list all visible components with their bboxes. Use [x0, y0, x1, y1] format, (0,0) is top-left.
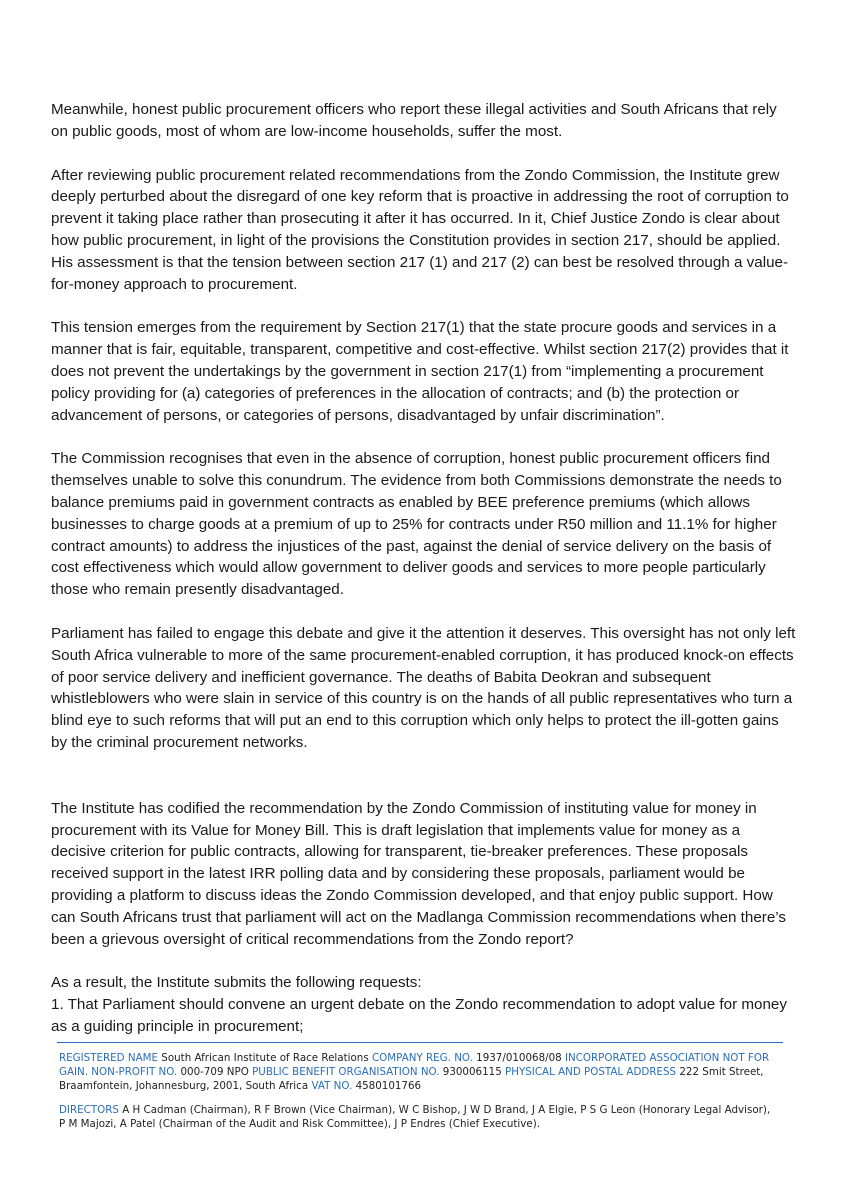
paragraph-spacer	[51, 426, 796, 448]
registered-name-label: REGISTERED NAME	[59, 1052, 159, 1064]
paragraph-commission-recognises: The Commission recognises that even in the absence of corruption, honest public procurement officers find themselves unable to solve this conundrum. The evidence from both Commissions demonstrate the needs to balance premiums paid in government contracts as enabled by BEE preference premiums (which allows businesses to charge goods at a premium of up to 25% for contracts under R50 million and 11.1% for higher contract amounts) to address the injustices of the past, against the denial of service delivery on the basis of cost effectiveness which would allow government to deliver goods and services to more people particularly those who remain presently disadvantaged.	[51, 450, 782, 599]
directors-list: A H Cadman (Chairman), R F Brown (Vice Chairman), W C Bishop, J W D Brand, J A Elgie, P S G Leon (Honorary Legal Advisor), P M Majozi, A Patel (Chairman of the Audit and Risk Committee), J P Endres (Chief Executive).	[59, 1104, 771, 1130]
registered-name: South African Institute of Race Relations	[161, 1052, 369, 1064]
paragraph-spacer	[51, 601, 796, 623]
paragraph-spacer-large	[51, 754, 796, 798]
company-reg-label: COMPANY REG. NO.	[371, 1052, 473, 1064]
paragraph-value-for-money-bill: The Institute has codified the recommendation by the Zondo Commission of instituting value for money in procurement with its Value for Money Bill. This is draft legislation that implements value for money as a decisive criterion for public contracts, allowing for transparent, tie-breaker preferences. These proposals received support in the latest IRR polling data and by considering these proposals, parliament would be providing a platform to discuss ideas the Zondo Commission developed, and that enjoy public support. How can South Africans trust that parliament will act on the Madlanga Commission recommendations when there’s been a grievous oversight of critical recommendations from the Zondo report?	[51, 799, 786, 948]
paragraph-requests-intro: As a result, the Institute submits the following requests:	[51, 974, 422, 992]
paragraph-request-1: 1. That Parliament should convene an urgent debate on the Zondo recommendation to adopt value for money as a guiding principle in procurement;	[51, 996, 787, 1035]
footer-divider	[57, 1042, 783, 1043]
footer-registration-block	[59, 1051, 779, 1093]
paragraph-parliament-failed: Parliament has failed to engage this debate and give it the attention it deserves. This oversight has not only left South Africa vulnerable to more of the same procurement-enabled corruption, it has produced knock-on effects of poor service delivery and inefficient governance. The deaths of Babita Deokran and subsequent whistleblowers who were slain in service of this country is on the hands of all public representatives who turn a blind eye to such reforms that will put an end to this corruption which only helps to protect the ill-gotten gains by the criminal procurement networks.	[51, 624, 796, 751]
incorporated-label: INCORPORATED ASSOCIATION NOT FOR GAIN. NON-PROFIT NO.	[59, 1052, 770, 1078]
letterhead-footer	[59, 1051, 779, 1131]
footer-directors-block	[59, 1103, 779, 1131]
footer-spacer	[59, 1093, 779, 1103]
paragraph-section-217: This tension emerges from the requirement by Section 217(1) that the state procure goods and services in a manner that is fair, equitable, transparent, competitive and cost-effective. Whilst section 217(2) provides that it does not prevent the undertakings by the government in section 217(1) from “implementing a procurement policy providing for (a) categories of preferences in the allocation of contracts; and (b) the protection or advancement of persons, or categories of persons, disadvantaged by unfair discrimination”.	[51, 319, 789, 424]
directors-label: DIRECTORS	[59, 1104, 119, 1116]
letter-body	[51, 99, 796, 1038]
vat-number: 4580101766	[355, 1080, 422, 1092]
vat-label: VAT NO.	[311, 1080, 353, 1092]
company-reg: 1937/010068/08	[476, 1052, 562, 1064]
address-label: PHYSICAL AND POSTAL ADDRESS	[505, 1066, 677, 1078]
paragraph-spacer	[51, 950, 796, 972]
paragraph-spacer	[51, 143, 796, 165]
paragraph-spacer	[51, 295, 796, 317]
pbo-label: PUBLIC BENEFIT ORGANISATION NO.	[252, 1066, 440, 1078]
pbo-number: 930006115	[442, 1066, 502, 1078]
paragraph-low-income: Meanwhile, honest public procurement officers who report these illegal activities and South Africans that rely on public goods, most of whom are low-income households, suffer the most.	[51, 101, 777, 140]
paragraph-zondo-review: After reviewing public procurement related recommendations from the Zondo Commission, the Institute grew deeply perturbed about the disregard of one key reform that is proactive in addressing the root of corruption to prevent it taking place rather than prosecuting it after it has occurred. In it, Chief Justice Zondo is clear about how public procurement, in light of the provisions the Constitution provides in section 217, should be applied. His assessment is that the tension between section 217 (1) and 217 (2) can best be resolved through a value-for-money approach to procurement.	[51, 166, 789, 293]
address: 222 Smit Street, Braamfontein, Johannesburg, 2001, South Africa	[59, 1066, 764, 1092]
npo-number: 000-709 NPO	[180, 1066, 249, 1078]
